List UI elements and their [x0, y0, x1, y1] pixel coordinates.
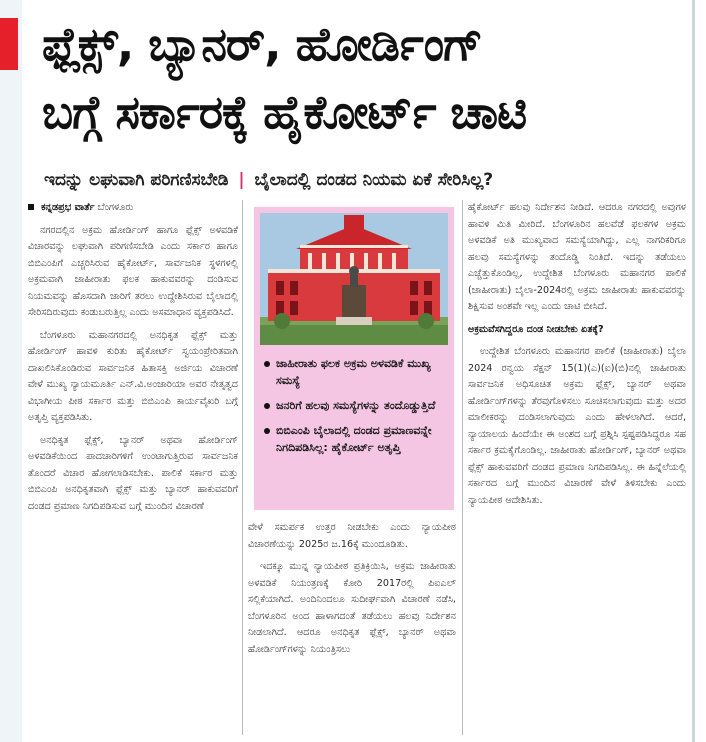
column-3-subheading: ಅಕ್ರಮವೆಸಗಿದ್ದರೂ ದಂಡ ನೀಡಬೇಕು ಏತಕ್ಕೆ? [468, 323, 604, 335]
headline [42, 10, 682, 146]
adjacent-page-red-marker [0, 18, 18, 70]
highlight-item: ಬಿಬಿಎಂಪಿ ಬೈಲಾದಲ್ಲಿ ದಂಡದ ಪ್ರಮಾಣವನ್ನೇ ನಿಗದಿಪಡಿಸಿಲ್ಲ: ಹೈಕೋರ್ಟ್ ಅತೃಪ್ತಿ [262, 422, 448, 456]
column-1-paragraph: ಅನಧಿಕೃತ ಫ್ಲೆಕ್ಸ್, ಬ್ಯಾನರ್ ಅಥವಾ ಹೋರ್ಡಿಂಗ್ ಅಳವಡಿಕೆಯಿಂದ ಪಾದಚಾರಿಗಳಿಗೆ ಉಂಟಾಗುತ್ತಿರುವ ಸಾರ್ವಜನಿಕ ತೊಂದರೆ ವಿಚಾರ ಹೋಗಲಾಡಿಸಬೇಕು. ಪಾಲಿಕೆ ಸರ್ಕಾರ ಮತ್ತು ಬಿಬಿಎಂಪಿ ಅನಧಿಕೃತವಾಗಿ ಫ್ಲೆಕ್ಸ್ ಮತ್ತು ಬ್ಯಾನರ್ ಹಾಕುವವರಿಗೆ ದಂಡದ ಪ್ರಮಾಣ ನಿಗದಿಪಡಿಸುವ ಬಗ್ಗೆ ಮುಂದಿನ ವಿಚಾರಣೆ [28, 434, 238, 512]
newspaper-article [22, 0, 690, 742]
subheadline [44, 170, 684, 190]
article-column-2 [248, 520, 456, 735]
column-1-paragraph: ನಗರದಲ್ಲಿನ ಅಕ್ರಮ ಹೋರ್ಡಿಂಗ್ ಹಾಗೂ ಫ್ಲೆಕ್ಸ್ ಅಳವಡಿಕೆ ವಿಚಾರವನ್ನು ಲಘುವಾಗಿ ಪರಿಗಣಿಸಬೇಡಿ ಎಂದು ಸರ್ಕಾರ ಹಾಗೂ ಬಿಬಿಎಂಪಿಗೆ ಎಚ್ಚರಿಸಿರುವ ಹೈಕೋರ್ಟ್, ಸಾರ್ವಜನಿಕ ಸ್ಥಳಗಳಲ್ಲಿ ಅಕ್ರಮವಾಗಿ ಜಾಹೀರಾತು ಫಲಕ ಹಾಕುವವರನ್ನು ದಂಡಿಸುವ ನಿಯಮವನ್ನು ಹೊಸದಾಗಿ ಜಾರಿಗೆ ತರಲು ಉದ್ದೇಶಿಸಿರುವ ಬೈಲಾದಲ್ಲಿ ಸೇರಿಸದಿರುವುದು ಕಂಡುಬರುತ್ತಿಲ್ಲ ಎಂದು ಅಸಮಾಧಾನ ವ್ಯಕ್ತಪಡಿಸಿದೆ. [28, 224, 238, 318]
highlight-item: ಜನರಿಗೆ ಹಲವು ಸಮಸ್ಯೆಗಳನ್ನು ತಂದೊಡ್ಡುತ್ತಿದೆ [262, 397, 448, 414]
column-divider [242, 200, 243, 735]
column-3-paragraph: ಹೈಕೋರ್ಟ್ ಹಲವು ನಿರ್ದೇಶನ ನೀಡಿದೆ. ಆದರೂ ನಗರದಲ್ಲಿ ಅವುಗಳ ಹಾವಳಿ ಮಿತಿ ಮೀರಿದೆ. ಬೆಂಗಳೂರಿನ ಹಲವೆಡೆ ಫಲಕಗಳ ಅಕ್ರಮ ಅಳವಡಿಕೆ ಅತಿ ಮುಖ್ಯವಾದ ಸಮಸ್ಯೆಯಾಗಿದ್ದು, ಎಲ್ಲ ನಾಗರಿಕರಿಗೂ ಹಲವು ಸಮಸ್ಯೆಗಳನ್ನು ತಂದೊಡ್ಡಿ ನಿಂತಿದೆ. ಇದನ್ನು ತಡೆಯಲು ಎಚ್ಚೆತ್ತುಕೊಂಡಿಲ್ಲ, ಉದ್ದೇಶಿತ ಬೆಂಗಳೂರು ಮಹಾನಗರ ಪಾಲಿಕೆ (ಜಾಹೀರಾತು) ಬೈಲಾ-2024ರಲ್ಲಿ ಅಕ್ರಮ ಜಾಹೀರಾತು ಹಾಕುವವರನ್ನು ಶಿಕ್ಷಿಸುವ ಅಂಶವೇ ಇಲ್ಲ ಎಂದು ಚಾಟಿ ಬೀಸಿದೆ. [468, 202, 686, 312]
high-court-photo [260, 213, 448, 345]
subhead-separator: | [238, 170, 245, 190]
highlight-box [254, 207, 454, 510]
highlights-list [262, 355, 448, 464]
column-3-paragraph: ಉದ್ದೇಶಿತ ಬೆಂಗಳೂರು ಮಹಾನಗರ ಪಾಲಿಕೆ (ಜಾಹೀರಾತು) ಬೈಲಾ 2024 ರನ್ವಯ ಸೆಕ್ಷನ್ 15(1)(ಎ)(ಐ)(ಬಿ)ನಲ್ಲಿ ಜಾಹೀರಾತು ಸಾರ್ವಜನಿಕ ಅಧಿಸೂಚಿತ ಅಕ್ರಮ ಫ್ಲೆಕ್ಸ್, ಬ್ಯಾನರ್‌ ಅಥವಾ ಹೋರ್ಡಿಂಗ್‌ಗಳನ್ನು ತೆರವುಗೊಳಿಸಲು ಸೂಚಿಸಲಾಗುವುದು ಮತ್ತು ಅದರ ಮಾಲೀಕರನ್ನು ದಂಡಿಸಲಾಗುವುದು ಎಂದು ಹೇಳಲಾಗಿದೆ. ಆದರೆ, ನ್ಯಾಯಾಲಯ ಹಿಂದೆಯೇ ಈ ಅಂಶದ ಬಗ್ಗೆ ಪ್ರಶ್ನಿಸಿ ಸ್ಪಷ್ಟಪಡಿಸಿದ್ದರೂ ಸಹ ಸರ್ಕಾರ ಕ್ರಮಕೈಗೊಂಡಿಲ್ಲ. ಜಾಹೀರಾತು ಹೋರ್ಡಿಂಗ್, ಬ್ಯಾನರ್ ಅಥವಾ ಫ್ಲೆಕ್ಸ್ ಹಾಕುವವರಿಗೆ ದಂಡದ ಪ್ರಮಾಣ ನಿಗದಿಪಡಿಸಿಲ್ಲ. ಈ ಹಿನ್ನೆಲೆಯಲ್ಲಿ ಸರ್ಕಾರದ ಬಗ್ಗೆ ಮುಂದಿನ ವಿಚಾರಣೆ ವೇಳೆ ತಿಳಿಸಬೇಕು ಎಂದು ನ್ಯಾಯಪೀಠ ಆದೇಶಿಸಿತು. [468, 346, 686, 506]
subhead-right: ಬೈಲಾದಲ್ಲಿ ದಂಡದ ನಿಯಮ ಏಕೆ ಸೇರಿಸಿಲ್ಲ? [254, 170, 494, 190]
column-divider [462, 200, 463, 735]
high-court-building-image [260, 213, 448, 345]
page-right-rule [692, 0, 695, 742]
headline-line-1: ಫ್ಲೆಕ್ಸ್, ಬ್ಯಾನರ್, ಹೋರ್ಡಿಂಗ್ [42, 17, 482, 71]
column-1-paragraph: ಬೆಂಗಳೂರು ಮಹಾನಗರದಲ್ಲಿ ಅನಧಿಕೃತ ಫ್ಲೆಕ್ಸ್ ಮತ್ತು ಹೋರ್ಡಿಂಗ್ ಹಾವಳಿ ಕುರಿತು ಹೈಕೋರ್ಟ್ ಸ್ವಯಂಪ್ರೇರಿತವಾಗಿ ದಾಖಲಿಸಿಕೊಂಡಿರುವ ಸಾರ್ವಜನಿಕ ಹಿತಾಸಕ್ತಿ ಅರ್ಜಿಯ ವಿಚಾರಣೆ ವೇಳೆ ಮುಖ್ಯ ನ್ಯಾಯಮೂರ್ತಿ ಎನ್.ವಿ.ಅಂಜಾರಿಯಾ ಅವರ ನೇತೃತ್ವದ ವಿಭಾಗೀಯ ಪೀಠ ಸರ್ಕಾರ ಮತ್ತು ಬಿಬಿಎಂಪಿ ಕಾರ್ಯವೈಖರಿ ಬಗ್ಗೆ ಅತೃಪ್ತಿ ವ್ಯಕ್ತಪಡಿಸಿತು. [28, 329, 238, 423]
article-column-1 [28, 200, 238, 735]
highlight-item: ಜಾಹೀರಾತು ಫಲಕ ಅಕ್ರಮ ಅಳವಡಿಕೆ ಮುಖ್ಯ ಸಮಸ್ಯೆ [262, 355, 448, 389]
byline-source: ಕನ್ನಡಪ್ರಭ ವಾರ್ತೆ [41, 202, 95, 213]
headline-line-2: ಬಗ್ಗೆ ಸರ್ಕಾರಕ್ಕೆ ಹೈಕೋರ್ಟ್ ಚಾಟಿ [42, 85, 527, 139]
adjacent-page-strip [0, 0, 22, 742]
column-2-paragraph: ವೇಳೆ ಸಮರ್ಪಕ ಉತ್ತರ ನೀಡಬೇಕು ಎಂದು ನ್ಯಾಯಪೀಠ ವಿಚಾರಣೆಯನ್ನು 2025ರ ಜ.16ಕ್ಕೆ ಮುಂದೂಡಿತು. [248, 522, 456, 550]
column-2-paragraph: ಇದಕ್ಕೂ ಮುನ್ನ ನ್ಯಾಯಪೀಠ ಪ್ರತಿಕ್ರಿಯಿಸಿ, ಅಕ್ರಮ ಜಾಹೀರಾತು ಅಳವಡಿಕೆ ನಿಯಂತ್ರಣಕ್ಕೆ ಕೋರಿ 2017ರಲ್ಲಿ ಪಿಐಎಲ್ ಸಲ್ಲಿಕೆಯಾಗಿದೆ. ಅಂದಿನಿಂದಲೂ ಸುದೀರ್ಘವಾಗಿ ವಿಚಾರಣೆ ನಡೆಸಿ, ಬೆಂಗಳೂರಿನ ಅಂದ ಹಾಳಾಗದಂತೆ ತಡೆಯಲು ಹಲವು ನಿರ್ದೇಶನ ನೀಡಲಾಗಿದೆ. ಆದರೂ ಅನಧಿಕೃತ ಫ್ಲೆಕ್ಸ್, ಬ್ಯಾನರ್ ಅಥವಾ ಹೋರ್ಡಿಂಗ್‌ಗಳನ್ನು ನಿಯಂತ್ರಿಸಲು [248, 561, 456, 655]
byline-bullet-icon [28, 204, 34, 210]
byline-place: ಬೆಂಗಳೂರು [97, 202, 134, 213]
subhead-left: ಇದನ್ನು ಲಘುವಾಗಿ ಪರಿಗಣಿಸಬೇಡಿ [44, 170, 229, 190]
article-column-3 [468, 200, 686, 735]
